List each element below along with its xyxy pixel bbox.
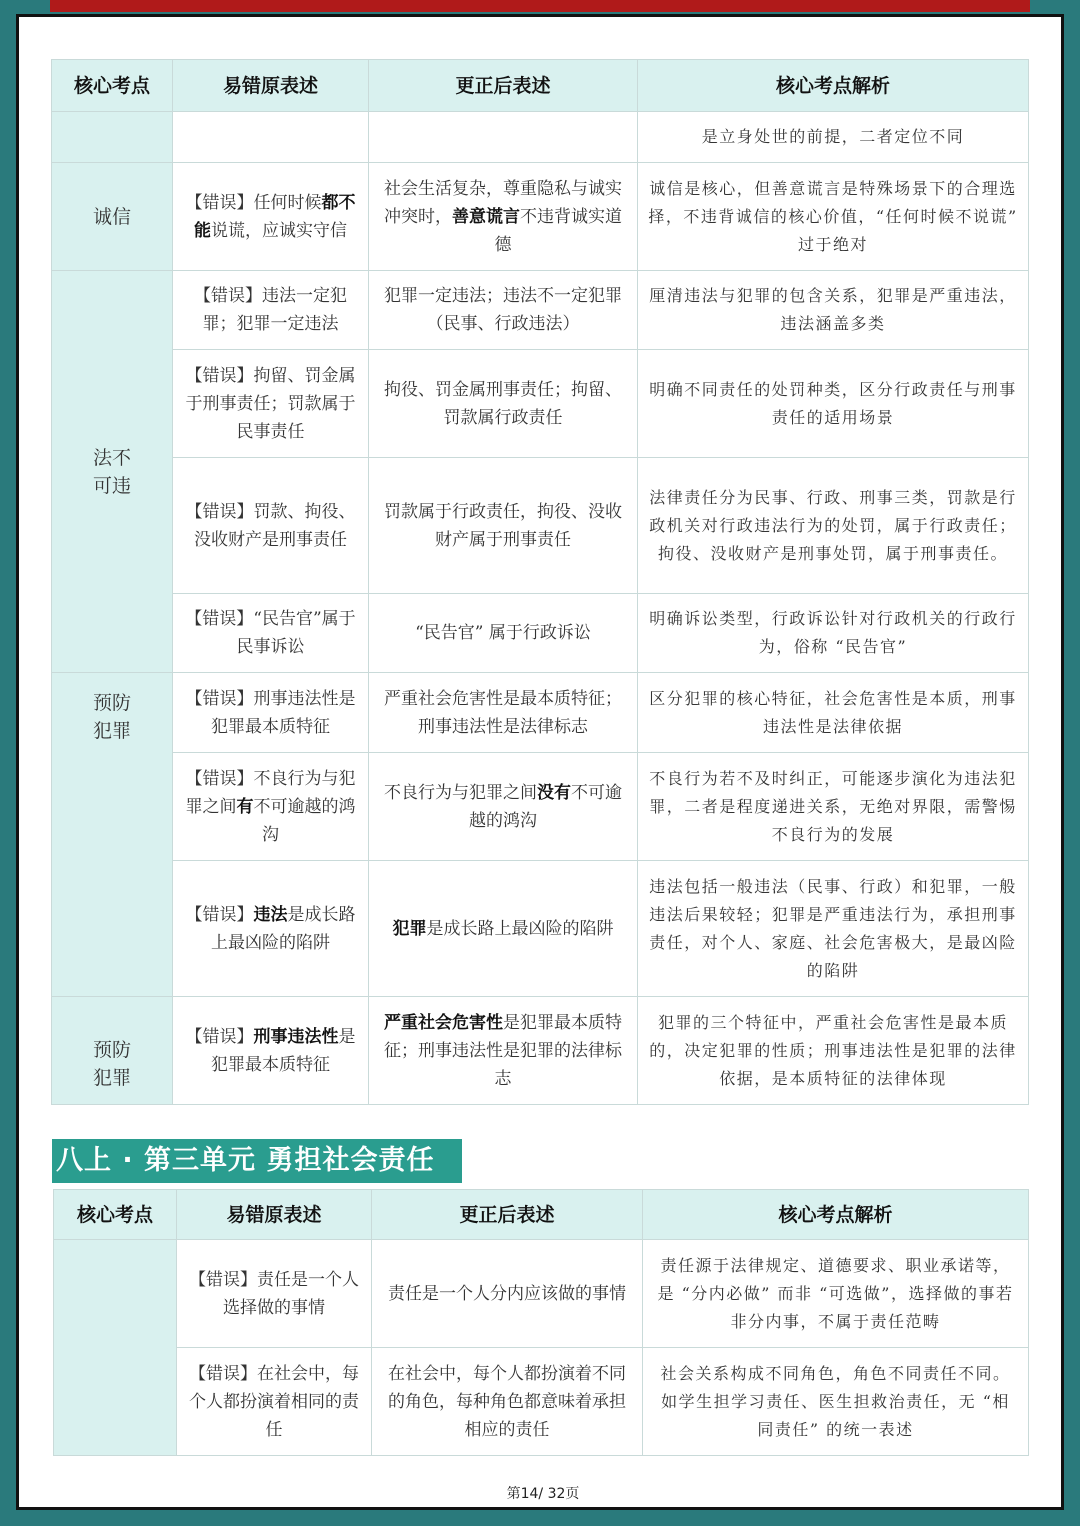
header-core-point: 核心考点 xyxy=(52,60,173,112)
fix-cell xyxy=(369,112,638,163)
analysis-cell: 厘清违法与犯罪的包含关系，犯罪是严重违法，违法涵盖多类 xyxy=(638,271,1029,350)
wrong-cell xyxy=(173,861,369,997)
fix-emphasis: 严重社会危害性 xyxy=(384,1012,503,1033)
wrong-cell: 【错误】违法一定犯罪；犯罪一定违法 xyxy=(173,271,369,350)
wrong-text: 【错误】 xyxy=(185,904,254,925)
wrong-cell: 【错误】刑事违法性是犯罪最本质特征 xyxy=(173,673,369,753)
fix-cell: 拘役、罚金属刑事责任；拘留、罚款属行政责任 xyxy=(369,350,638,458)
header-wrong-statement: 易错原表述 xyxy=(173,60,369,112)
top-red-bar xyxy=(50,0,1030,12)
header-analysis: 核心考点解析 xyxy=(643,1190,1029,1240)
header-core-point: 核心考点 xyxy=(54,1190,177,1240)
analysis-cell: 明确诉讼类型，行政诉讼针对行政机关的行政行为，俗称 “民告官” xyxy=(638,594,1029,673)
fix-cell: 严重社会危害性是最本质特征；刑事违法性是法律标志 xyxy=(369,673,638,753)
wrong-cell xyxy=(173,163,369,271)
topic-cell-empty xyxy=(52,112,173,163)
fix-cell: “民告官” 属于行政诉讼 xyxy=(369,594,638,673)
wrong-text: 不可逾越的鸿沟 xyxy=(253,796,356,845)
fix-text: 是犯罪最本质特征；刑事违法性是犯罪的法律标志 xyxy=(384,1012,622,1089)
table-row xyxy=(52,458,1029,594)
wrong-text: 说谎，应诚实守信 xyxy=(211,220,347,241)
wrong-emphasis: 刑事违法性 xyxy=(253,1026,339,1047)
wrong-text: 是成长路上最凶险的陷阱 xyxy=(211,904,356,953)
analysis-cell: 不良行为若不及时纠正，可能逐步演化为违法犯罪，二者是程度递进关系，无绝对界限，需警惕不良行为的发展 xyxy=(638,753,1029,861)
wrong-emphasis: 违法 xyxy=(253,904,288,925)
table-row xyxy=(54,1348,1029,1456)
misconception-table-2 xyxy=(53,1189,1029,1456)
fix-emphasis: 没有 xyxy=(537,782,571,803)
analysis-cell: 区分犯罪的核心特征，社会危害性是本质，刑事违法性是法律依据 xyxy=(638,673,1029,753)
header-corrected-statement: 更正后表述 xyxy=(369,60,638,112)
topic-integrity: 诚信 xyxy=(52,163,173,271)
wrong-text: 【错误】 xyxy=(185,1026,254,1047)
page-number: 第14/ 32页 xyxy=(506,1486,580,1502)
analysis-cell: 违法包括一般违法（民事、行政）和犯罪，一般违法后果较轻；犯罪是严重违法行为，承担刑事责任，对个人、家庭、社会危害极大，是最凶险的陷阱 xyxy=(638,861,1029,997)
analysis-cell: 是立身处世的前提，二者定位不同 xyxy=(638,112,1029,163)
wrong-text: 【错误】任何时候 xyxy=(185,192,322,213)
analysis-cell: 法律责任分为民事、行政、刑事三类，罚款是行政机关对行政违法行为的处罚，属于行政责任；拘役、没收财产是刑事处罚，属于刑事责任。 xyxy=(638,458,1029,594)
fix-cell xyxy=(369,163,638,271)
table-row xyxy=(52,861,1029,997)
analysis-cell: 诚信是核心，但善意谎言是特殊场景下的合理选择，不违背诚信的核心价值，“任何时候不说谎” 过于绝对 xyxy=(638,163,1029,271)
topic-crime-prevention: 预防 犯罪 xyxy=(52,673,173,997)
topic-law: 法不 可违 xyxy=(52,271,173,673)
analysis-cell: 犯罪的三个特征中，严重社会危害性是最本质的，决定犯罪的性质；刑事违法性是犯罪的法律依据，是本质特征的法律体现 xyxy=(638,997,1029,1105)
fix-cell: 在社会中，每个人都扮演着不同的角色，每种角色都意味着承担相应的责任 xyxy=(372,1348,643,1456)
header-corrected-statement: 更正后表述 xyxy=(372,1190,643,1240)
misconception-table-1 xyxy=(51,59,1029,1105)
wrong-cell: 【错误】责任是一个人选择做的事情 xyxy=(177,1240,372,1348)
table-row xyxy=(54,1240,1029,1348)
fix-text: 不可逾越的鸿沟 xyxy=(469,782,622,831)
table-row xyxy=(52,112,1029,163)
fix-emphasis: 善意谎言 xyxy=(452,206,520,227)
table-row xyxy=(52,271,1029,350)
fix-cell: 罚款属于行政责任，拘役、没收财产属于刑事责任 xyxy=(369,458,638,594)
wrong-emphasis: 有 xyxy=(236,796,254,817)
wrong-emphasis: 都不能 xyxy=(194,192,356,241)
wrong-cell xyxy=(173,112,369,163)
wrong-cell: 【错误】拘留、罚金属于刑事责任；罚款属于民事责任 xyxy=(173,350,369,458)
header-analysis: 核心考点解析 xyxy=(638,60,1029,112)
analysis-cell: 责任源于法律规定、道德要求、职业承诺等，是 “分内必做” 而非 “可选做”，选择做的事若非分内事，不属于责任范畴 xyxy=(643,1240,1029,1348)
wrong-cell: 【错误】罚款、拘役、没收财产是刑事责任 xyxy=(173,458,369,594)
fix-cell: 犯罪一定违法；违法不一定犯罪（民事、行政违法） xyxy=(369,271,638,350)
table-row xyxy=(52,350,1029,458)
fix-cell xyxy=(369,753,638,861)
table-row xyxy=(52,594,1029,673)
table-row xyxy=(52,997,1029,1105)
fix-emphasis: 犯罪 xyxy=(392,918,427,939)
fix-cell xyxy=(369,997,638,1105)
table-header-row xyxy=(54,1190,1029,1240)
fix-cell xyxy=(369,861,638,997)
unit-title-banner: 八上 · 第三单元 勇担社会责任 xyxy=(52,1139,462,1183)
table-row xyxy=(52,673,1029,753)
topic-crime-prevention-2: 预防 犯罪 xyxy=(52,997,173,1105)
analysis-cell: 明确不同责任的处罚种类，区分行政责任与刑事责任的适用场景 xyxy=(638,350,1029,458)
page-sheet xyxy=(16,14,1064,1510)
wrong-cell xyxy=(173,997,369,1105)
fix-text: 是成长路上最凶险的陷阱 xyxy=(426,918,614,939)
fix-text: 不良行为与犯罪之间 xyxy=(384,782,537,803)
wrong-cell: 【错误】在社会中，每个人都扮演着相同的责任 xyxy=(177,1348,372,1456)
wrong-text: 【错误】不良行为与犯罪之间 xyxy=(185,768,356,817)
wrong-cell xyxy=(173,753,369,861)
fix-cell: 责任是一个人分内应该做的事情 xyxy=(372,1240,643,1348)
wrong-cell: 【错误】“民告官”属于民事诉讼 xyxy=(173,594,369,673)
table-row xyxy=(52,753,1029,861)
topic-cell-empty xyxy=(54,1240,177,1456)
table-header-row xyxy=(52,60,1029,112)
table-row xyxy=(52,163,1029,271)
analysis-cell: 社会关系构成不同角色，角色不同责任不同。如学生担学习责任、医生担救治责任，无 “相同责任” 的统一表述 xyxy=(643,1348,1029,1456)
wrong-text: 是犯罪最本质特征 xyxy=(211,1026,356,1075)
fix-text: 社会生活复杂，尊重隐私与诚实冲突时， xyxy=(384,178,622,227)
header-wrong-statement: 易错原表述 xyxy=(177,1190,372,1240)
fix-text: 不违背诚实道德 xyxy=(494,206,622,255)
